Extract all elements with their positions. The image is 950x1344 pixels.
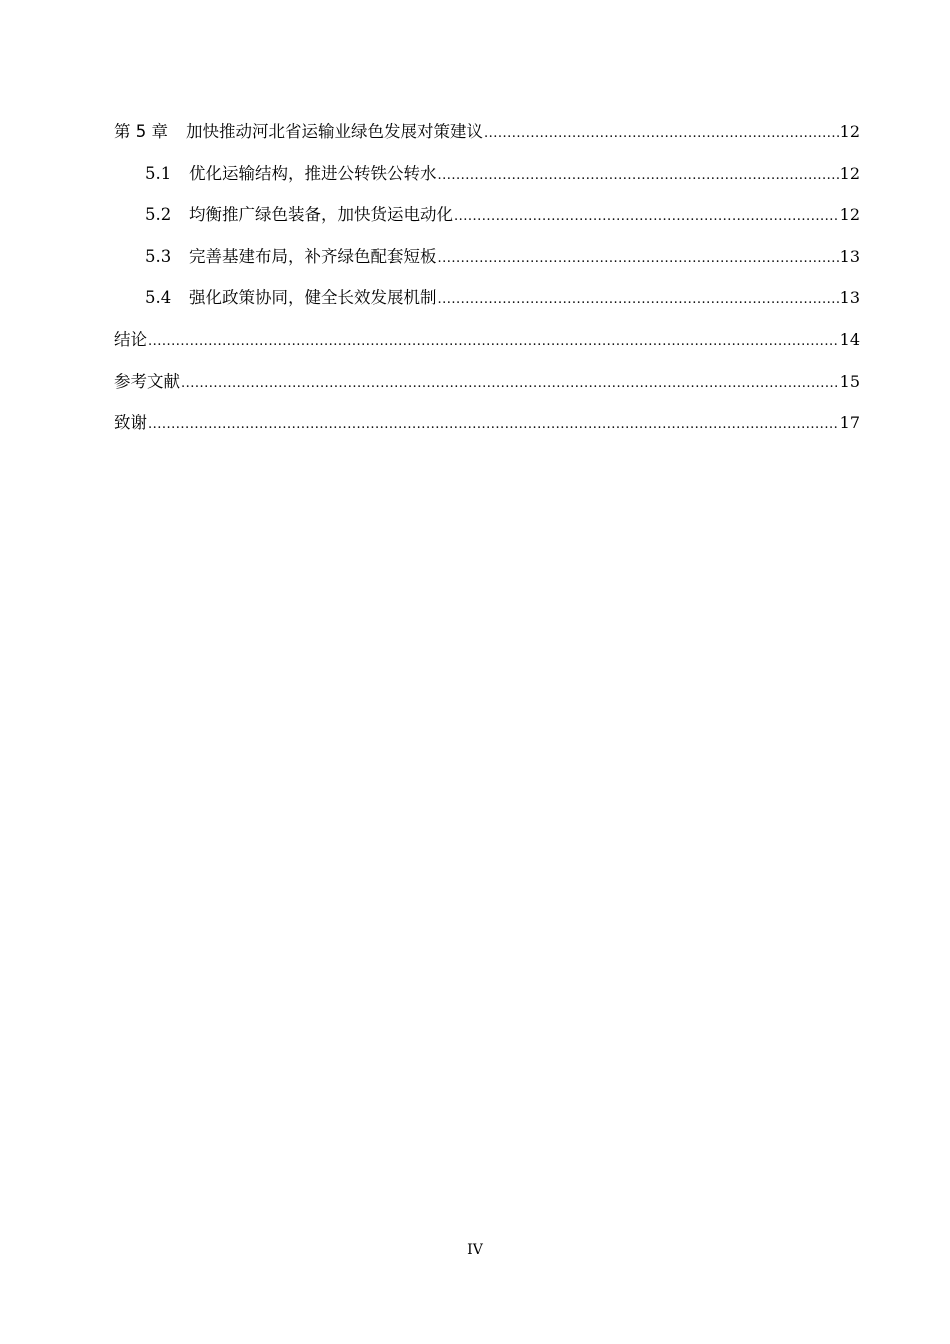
toc-entry-page: 17 (839, 413, 860, 433)
toc-entry-number: 第 5 章 (114, 122, 168, 141)
toc-dot-leader (181, 376, 839, 391)
toc-dot-leader (148, 334, 839, 349)
toc-entry-title: 结论 (114, 329, 147, 349)
toc-entry-chapter-5[interactable] (114, 118, 860, 160)
toc-entry-page: 13 (839, 246, 860, 266)
toc-entry-conclusion[interactable] (114, 326, 860, 368)
toc-dot-leader (148, 417, 839, 432)
toc-entry-5-2[interactable] (114, 201, 860, 243)
toc-entry-title: 强化政策协同，健全长效发展机制 (189, 288, 437, 308)
toc-entry-title: 致谢 (114, 413, 147, 433)
toc-dot-leader (438, 168, 839, 183)
toc-dot-leader (454, 209, 839, 224)
toc-entry-number: 5.1 (145, 163, 172, 183)
toc-entry-number: 5.3 (145, 246, 172, 266)
toc-entry-title: 加快推动河北省运输业绿色发展对策建议 (186, 122, 483, 141)
toc-entry-page: 13 (839, 288, 860, 308)
toc-entry-page: 12 (839, 205, 860, 225)
toc-entry-number: 5.2 (145, 205, 172, 225)
toc-entry-5-4[interactable] (114, 284, 860, 326)
toc-entry-acknowledgements[interactable] (114, 409, 860, 451)
toc-entry-title: 完善基建布局，补齐绿色配套短板 (189, 246, 437, 266)
toc-entry-references[interactable] (114, 368, 860, 410)
toc-dot-leader (438, 251, 839, 266)
toc-dot-leader (438, 292, 839, 307)
toc-entry-title: 参考文献 (114, 371, 180, 391)
table-of-contents (114, 118, 860, 451)
toc-entry-title: 均衡推广绿色装备，加快货运电动化 (189, 205, 453, 225)
toc-entry-number: 5.4 (145, 288, 172, 308)
toc-entry-page: 14 (839, 329, 860, 349)
toc-entry-title: 优化运输结构，推进公转铁公转水 (189, 163, 437, 183)
toc-entry-5-1[interactable] (114, 160, 860, 202)
page-number: IV (467, 1242, 483, 1258)
toc-entry-page: 15 (839, 371, 860, 391)
toc-entry-page: 12 (839, 122, 860, 141)
toc-dot-leader (484, 126, 839, 141)
toc-entry-page: 12 (839, 163, 860, 183)
toc-entry-5-3[interactable] (114, 243, 860, 285)
